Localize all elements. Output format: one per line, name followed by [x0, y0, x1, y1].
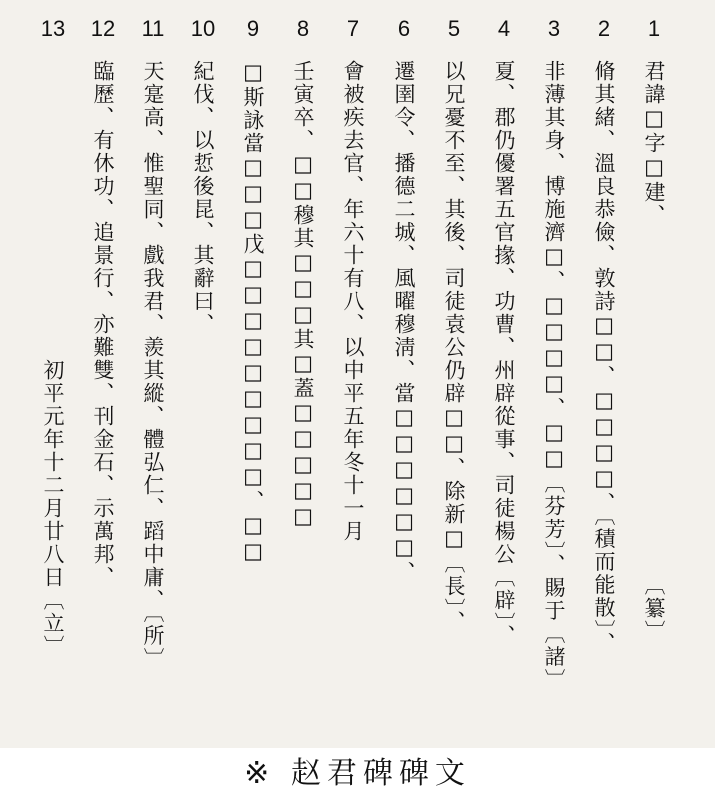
column-5: [429, 12, 479, 634]
column-number: 1: [647, 16, 661, 41]
column-number: 2: [597, 16, 611, 41]
column-number: 10: [190, 16, 216, 41]
caption: ※ 赵君碑碑文: [244, 756, 471, 791]
column-number: 5: [447, 16, 461, 41]
column-10: [178, 12, 228, 336]
column-7: [328, 12, 378, 543]
column-3: [529, 12, 579, 692]
column-number: 13: [40, 16, 66, 41]
column-6: [379, 12, 429, 584]
column-text: 以兄憂不至、其後、司徒袁公仍辟□□、除新□〔長〕、: [442, 60, 466, 634]
column-number: 8: [296, 16, 310, 41]
column-text: 初平元年十二月廿八日〔立〕: [41, 60, 65, 658]
column-number: 11: [141, 16, 165, 41]
column-text: 會被疾去官、年六十有八、以中平五年冬十一月: [341, 60, 365, 543]
column-text: □斯詠當□□□戊□□□□□□□□□、□□: [241, 60, 265, 565]
column-text: 臨歷、有休功、追景行、亦難雙、刊金石、示萬邦、: [91, 60, 115, 589]
column-text: 紀伐、以悊後昆、其辭曰、: [191, 60, 215, 336]
column-text: 君諱□字□建、 〔纂〕: [642, 60, 666, 643]
column-13: [28, 12, 78, 658]
column-2: [579, 12, 629, 655]
column-text: 遷圉令、播德二城、風曜穆淸、當□□□□□□、: [392, 60, 416, 584]
column-12: [78, 12, 128, 589]
column-text: 夏、郡仍優署五官掾、功曹、州辟從事、司徒楊公〔辟〕、: [492, 60, 516, 648]
column-number: 6: [397, 16, 411, 41]
column-1: [629, 12, 679, 643]
column-4: [479, 12, 529, 648]
column-text: 非薄其身、博施濟□、□□□□、□□〔芬芳〕、賜于〔諸〕: [542, 60, 566, 692]
column-number: 7: [346, 16, 360, 41]
column-number: 12: [90, 16, 116, 41]
column-number: 3: [547, 16, 561, 41]
column-text: 脩其緒、溫良恭儉、敦詩□□、□□□□、〔積而能散〕、: [592, 60, 616, 655]
column-text: 壬寅卒、□□穆其□□□其□蓋□□□□□: [291, 60, 315, 530]
column-8: [278, 12, 328, 530]
column-9: [228, 12, 278, 565]
column-text: 天寔高、惟聖同、戲我君、羨其縱、體弘仁、蹈中庸、〔所〕: [141, 60, 165, 671]
column-11: [128, 12, 178, 671]
column-number: 9: [246, 16, 260, 41]
column-number: 4: [497, 16, 511, 41]
